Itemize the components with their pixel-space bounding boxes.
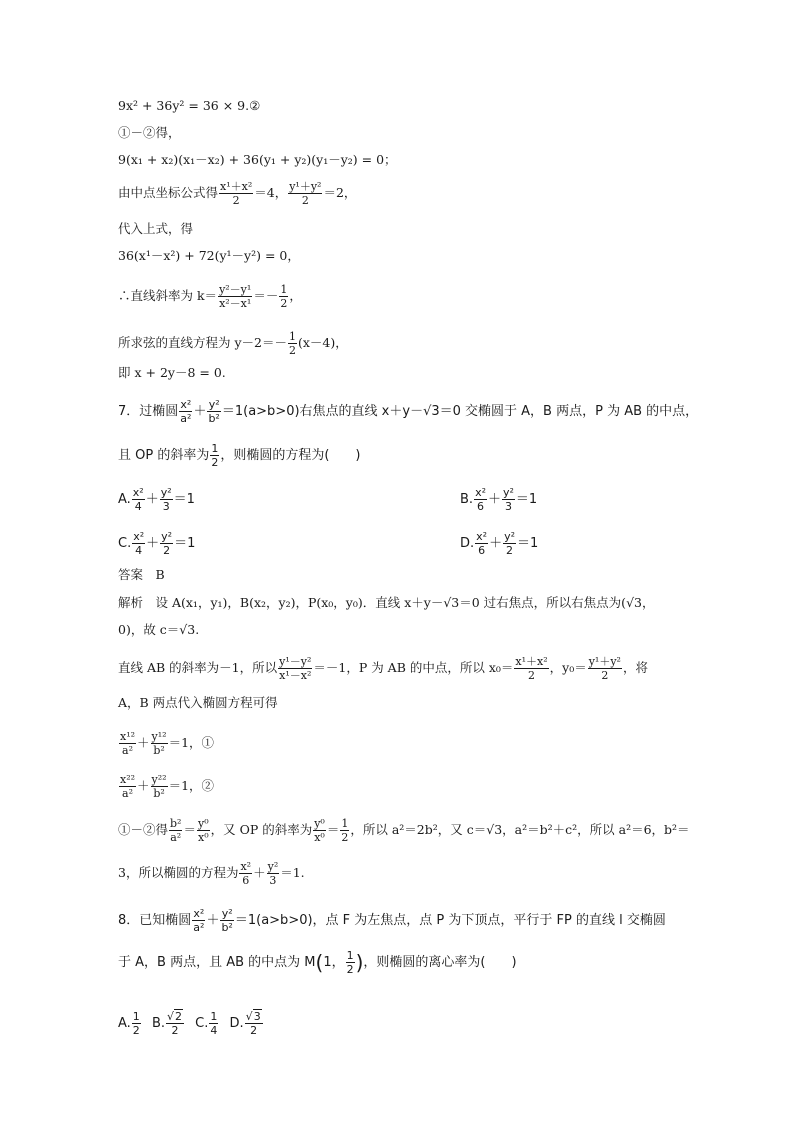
text: ＝1，① [168, 735, 215, 750]
fraction: $\frac{\text{y²}}{\text{b²}}$ [221, 907, 233, 934]
q7-solution-line-2: 0)，故 c＝√3. [118, 622, 200, 637]
fraction: $\frac{\text{x¹²}}{\text{a²}}$ [120, 730, 136, 757]
q7-eq-1: $\frac{\text{x¹²}}{\text{a²}}$ ＋ $\frac{\text{y¹²}}{\text{b²}}$ ＝1，① [120, 730, 215, 757]
q7-stem-line-2 [118, 442, 361, 469]
text: ＝1(a>b>0)右焦点的直线 x＋y－√3＝0 交椭圆于 A，B 两点，P 为 AB 的中点， [221, 404, 699, 419]
fraction: $\frac{1}{2}$ [346, 949, 354, 976]
fraction: $\frac{1}{2}$ [289, 330, 296, 357]
text: ＝1，② [168, 778, 215, 793]
fraction: $\frac{\text{x²²}}{\text{a²}}$ [120, 773, 136, 800]
text: (x－4)， [298, 335, 348, 350]
text: 所求弦的直线方程为 y－2＝－ [118, 335, 287, 350]
text: ＝4， [254, 185, 288, 200]
option-a[interactable]: A. $\frac{\text{x²}}{4}$ ＋ $\frac{\text{y²}}{3}$ ＝1 [118, 486, 195, 513]
fraction: $\frac{\text{y¹＋y²}}{2}$ [588, 655, 621, 682]
text: ，又 OP 的斜率为 [210, 822, 313, 837]
text: ，则椭圆的方程为( ) [220, 448, 361, 463]
eq-line-8 [118, 330, 348, 357]
text: ，则椭圆的离心率为( ) [363, 955, 517, 970]
option-a[interactable]: A. $\frac{1}{2}$ [118, 1010, 140, 1037]
eq-line-7: ∴直线斜率为 k＝ $\frac{\text{y²－y¹}}{\text{x²－x¹}}$ ＝－ $\frac{1}{2}$ ， [118, 283, 302, 310]
text: ，所以 a²＝2b²，又 c＝√3，a²＝b²＋c²，所以 a²＝6，b²＝ [350, 822, 690, 837]
option-c[interactable]: C. $\frac{\text{x²}}{4}$ ＋ $\frac{\text{y²}}{2}$ ＝1 [118, 530, 196, 557]
text: ，将 [622, 660, 648, 675]
q7-solution-line-5: ①－②得 $\frac{\text{b²}}{\text{a²}}$ ＝ $\frac{\text{y⁰}}{\text{x⁰}}$ ，又 OP 的斜率为 $\frac{\text{y⁰}}{\text{x⁰}}$ ＝ $\frac{1}{2}$ ，所以 a²＝2b²，又 c＝√3，a²＝b²＋c²，所以 a²＝6，b²＝ [118, 817, 690, 844]
option-b[interactable]: B. $\frac{√2}{2}$ [151, 1010, 183, 1037]
eq-line-6: 36(x¹－x²) + 72(y¹－y²) = 0， [118, 248, 300, 263]
fraction: $\frac{\text{y²²}}{\text{b²}}$ [151, 773, 167, 800]
eq-line-4 [118, 180, 356, 207]
text: 3，所以椭圆的方程为 [118, 865, 239, 880]
fraction: $\frac{\text{y¹－y²}}{\text{x¹－x²}}$ [279, 655, 312, 682]
eq-line-1: 9x² + 36y² = 36 × 9.② [118, 98, 261, 113]
text: 于 A，B 两点，且 AB 的中点为 M [118, 955, 316, 970]
text: 且 OP 的斜率为 [118, 448, 210, 463]
fraction: $\frac{\text{y¹＋y²}}{2}$ [289, 180, 322, 207]
q8-options [118, 1010, 264, 1037]
q7-stem-line-1: 7．过椭圆 $\frac{\text{x²}}{\text{a²}}$ ＋ $\frac{\text{y²}}{\text{b²}}$ ＝1(a>b>0)右焦点的直线 x＋y－√3＝0 交椭圆于 A，B 两点，P 为 AB 的中点， [118, 398, 699, 425]
q7-solution-line-6: 3，所以椭圆的方程为 $\frac{\text{x²}}{6}$ ＋ $\frac{\text{y²}}{3}$ ＝1. [118, 860, 305, 887]
text: 直线 AB 的斜率为－1，所以 [118, 660, 278, 675]
option-b[interactable]: B. $\frac{\text{x²}}{6}$ ＋ $\frac{\text{y²}}{3}$ ＝1 [460, 486, 538, 513]
fraction: $\frac{\text{y⁰}}{\text{x⁰}}$ [197, 817, 209, 844]
eq-line-5: 代入上式，得 [118, 221, 194, 236]
fraction: $\frac{\text{x¹＋x²}}{2}$ [220, 180, 253, 207]
text: ＝1(a>b>0)，点 F 为左焦点，点 P 为下顶点，平行于 FP 的直线 l 交椭圆 [234, 913, 666, 928]
eq-line-3: 9(x₁ + x₂)(x₁－x₂) + 36(y₁ + y₂)(y₁－y₂) = 0； [118, 152, 397, 167]
fraction: $\frac{\text{y⁰}}{\text{x⁰}}$ [314, 817, 325, 844]
text: ＝2， [323, 185, 357, 200]
q7-solution-line-4: A，B 两点代入椭圆方程可得 [118, 695, 278, 710]
text: 由中点坐标公式得 [118, 185, 219, 200]
q7-options-row-1 [118, 486, 538, 513]
text: ＝－ [253, 288, 279, 303]
option-c[interactable]: C. $\frac{1}{4}$ [195, 1010, 218, 1037]
fraction: $\frac{\text{y²}}{3}$ [267, 860, 279, 887]
fraction: $\frac{\text{y²－y¹}}{\text{x²－x¹}}$ [219, 283, 252, 310]
fraction: $\frac{\text{y²}}{\text{b²}}$ [208, 398, 220, 425]
text: ＝－1，P 为 AB 的中点，所以 x₀＝ [313, 660, 514, 675]
text: ＝1. [280, 865, 305, 880]
fraction: $\frac{\text{x¹＋x²}}{2}$ [515, 655, 548, 682]
eq-line-9: 即 x + 2y－8 = 0. [118, 365, 226, 380]
fraction: $\frac{\text{x²}}{\text{a²}}$ [193, 907, 205, 934]
text: ∴直线斜率为 k＝ [118, 288, 218, 303]
fraction: $\frac{\text{b²}}{\text{a²}}$ [170, 817, 182, 844]
text: ，y₀＝ [549, 660, 587, 675]
eq-line-2: ①－②得， [118, 125, 181, 140]
fraction: $\frac{\text{x²}}{6}$ [240, 860, 252, 887]
fraction: $\frac{1}{2}$ [341, 817, 349, 844]
q7-answer: 答案 B [118, 567, 165, 582]
q7-eq-2: $\frac{\text{x²²}}{\text{a²}}$ ＋ $\frac{\text{y²²}}{\text{b²}}$ ＝1，② [120, 773, 215, 800]
fraction: $\frac{1}{2}$ [211, 442, 219, 469]
fraction: $\frac{\text{x²}}{\text{a²}}$ [180, 398, 192, 425]
text: 7．过椭圆 [118, 404, 179, 419]
fraction: $\frac{1}{2}$ [280, 283, 288, 310]
q7-solution-line-3 [118, 655, 648, 682]
q7-options-row-2 [118, 530, 539, 557]
text: ①－②得 [118, 822, 169, 837]
fraction: $\frac{\text{y¹²}}{\text{b²}}$ [151, 730, 167, 757]
text: 8．已知椭圆 [118, 913, 192, 928]
option-d[interactable]: D. $\frac{√3}{2}$ [229, 1010, 261, 1037]
option-d[interactable]: D. $\frac{\text{x²}}{6}$ ＋ $\frac{\text{y²}}{2}$ ＝1 [460, 530, 539, 557]
q8-stem-line-1: 8．已知椭圆 $\frac{\text{x²}}{\text{a²}}$ ＋ $\frac{\text{y²}}{\text{b²}}$ ＝1(a>b>0)，点 F 为左焦点，点 P 为下顶点，平行于 FP 的直线 l 交椭圆 [118, 907, 666, 934]
q7-solution-line-1: 解析 设 A(x₁，y₁)，B(x₂，y₂)，P(x₀，y₀)．直线 x＋y－√3＝0 过右焦点，所以右焦点为(√3， [118, 595, 655, 610]
q8-stem-line-2: 于 A，B 两点，且 AB 的中点为 M(1， $\frac{1}{2}$ )，则椭圆的离心率为( ) [118, 949, 517, 976]
